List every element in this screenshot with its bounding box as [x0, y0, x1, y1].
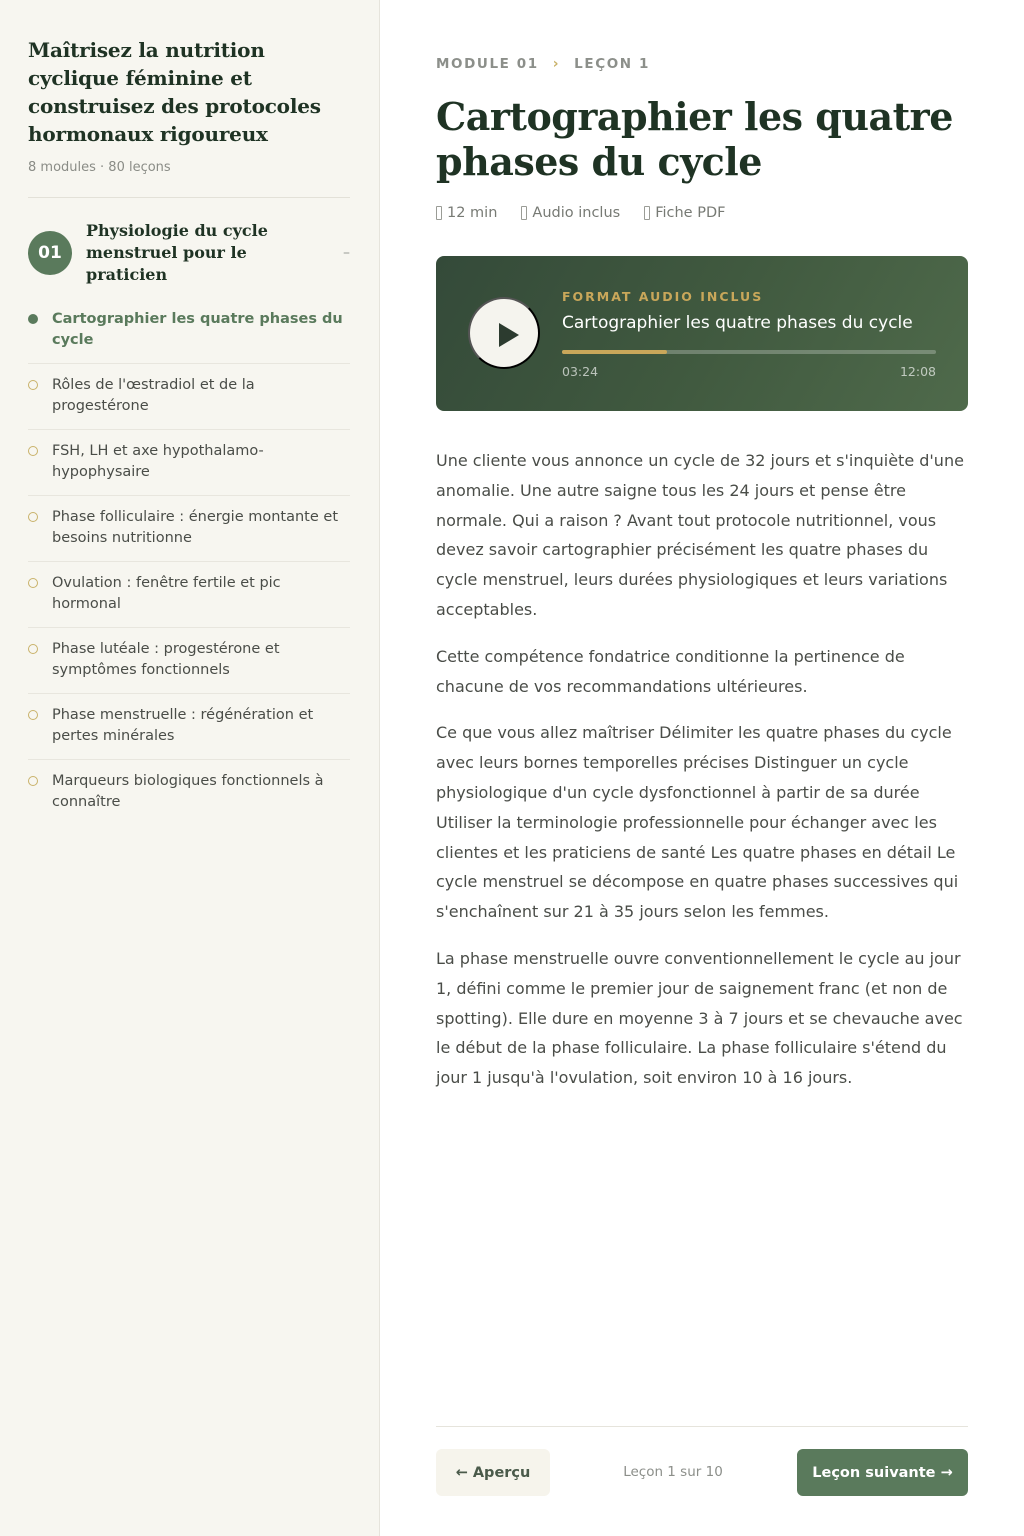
lesson-content: [436, 0, 968, 1536]
lesson-item-label: Phase lutéale : progestérone et symptômes fonctionnels: [52, 641, 280, 678]
lesson-item[interactable]: [28, 430, 350, 496]
play-button[interactable]: [468, 297, 540, 369]
audio-included-text: Audio inclus: [532, 205, 621, 221]
lesson-circle-icon: [28, 710, 38, 720]
module-title: Physiologie du cycle menstruel pour le praticien: [86, 221, 268, 284]
breadcrumb: [436, 56, 650, 72]
lesson-item[interactable]: [28, 364, 350, 430]
lesson-item-label: Rôles de l'œstradiol et de la progestérone: [52, 377, 255, 414]
course-sidebar: [0, 0, 380, 1536]
audio-progress-fill: [562, 350, 667, 354]
next-lesson-button[interactable]: Leçon suivante →: [797, 1449, 968, 1496]
lesson-item[interactable]: [28, 760, 350, 825]
lesson-item[interactable]: [28, 694, 350, 760]
lesson-meta: [436, 205, 749, 221]
audio-format-label: FORMAT AUDIO INCLUS: [562, 289, 764, 304]
document-icon: [644, 206, 650, 220]
audio-current-time: 03:24: [562, 364, 599, 379]
lesson-circle-icon: [28, 512, 38, 522]
lesson-item-label: FSH, LH et axe hypothalamo-hypophysaire: [52, 443, 264, 480]
lesson-item[interactable]: [28, 628, 350, 694]
audio-total-time: 12:08: [899, 364, 936, 379]
footer-divider: [436, 1426, 968, 1427]
page-title: Cartographier les quatre phases du cycle: [436, 94, 953, 184]
lesson-list: [28, 298, 350, 825]
lesson-body: [436, 446, 968, 1110]
lesson-page-indicator: Leçon 1 sur 10: [623, 1464, 723, 1480]
audio-progress-track[interactable]: [562, 350, 936, 354]
previous-button[interactable]: ← Aperçu: [436, 1449, 550, 1496]
chevron-right-icon: ›: [552, 56, 561, 72]
body-paragraph: Ce que vous allez maîtriser Délimiter les quatre phases du cycle avec leurs bornes temporelles précises Distinguer un cycle physiologique d'un cycle dysfonctionnel à partir de sa durée Utiliser la terminologie professionnelle pour échanger avec les clientes et les praticiens de santé Les quatre phases en détail Le cycle menstruel se décompose en quatre phases successives qui s'enchaînent sur 21 à 35 jours selon les femmes.: [436, 723, 959, 922]
lesson-circle-icon: [28, 644, 38, 654]
lesson-item[interactable]: [28, 562, 350, 628]
headphones-icon: [521, 206, 527, 220]
pdf-text: Fiche PDF: [655, 205, 726, 221]
duration-meta: [436, 205, 497, 221]
lesson-item-label: Cartographier les quatre phases du cycle: [52, 311, 343, 348]
lesson-item-label: Phase folliculaire : énergie montante et besoins nutritionne: [52, 509, 339, 546]
lesson-item-label: Ovulation : fenêtre fertile et pic hormonal: [52, 575, 281, 612]
audio-title: Cartographier les quatre phases du cycle: [562, 313, 913, 333]
module-header[interactable]: [28, 220, 350, 286]
collapse-icon[interactable]: –: [343, 245, 350, 261]
breadcrumb-module[interactable]: MODULE 01: [436, 56, 539, 72]
lesson-item-active[interactable]: [28, 298, 350, 364]
lesson-circle-icon: [28, 446, 38, 456]
current-lesson-dot-icon: [28, 314, 38, 324]
audio-player: [436, 256, 968, 411]
lesson-item[interactable]: [28, 496, 350, 562]
duration-text: 12 min: [447, 205, 498, 221]
body-paragraph: Une cliente vous annonce un cycle de 32 jours et s'inquiète d'une anomalie. Une autre saigne tous les 24 jours et pense être normale. Qui a raison ? Avant tout protocole nutritionnel, vous devez savoir cartographier précisément les quatre phases du cycle menstruel, leurs durées physiologiques et leurs variations acceptables.: [436, 451, 964, 619]
audio-meta: [521, 205, 620, 221]
lesson-item-label: Marqueurs biologiques fonctionnels à connaître: [52, 773, 324, 810]
pdf-meta[interactable]: [644, 205, 725, 221]
lesson-circle-icon: [28, 380, 38, 390]
lesson-circle-icon: [28, 578, 38, 588]
body-paragraph: Cette compétence fondatrice conditionne la pertinence de chacune de vos recommandations ultérieures.: [436, 646, 905, 696]
lesson-circle-icon: [28, 776, 38, 786]
module-number-badge: 01: [28, 231, 72, 275]
course-meta: 8 modules · 80 leçons: [28, 160, 171, 175]
sidebar-divider: [28, 197, 350, 198]
lesson-item-label: Phase menstruelle : régénération et pertes minérales: [52, 707, 314, 744]
course-title: Maîtrisez la nutrition cyclique féminine et construisez des protocoles hormonaux rigoureux: [28, 38, 321, 146]
clock-icon: [436, 206, 442, 220]
body-paragraph: La phase menstruelle ouvre conventionnellement le cycle au jour 1, défini comme le premier jour de saignement franc (et non de spotting). Elle dure en moyenne 3 à 7 jours et se chevauche avec le début de la phase folliculaire. La phase folliculaire s'étend du jour 1 jusqu'à l'ovulation, soit environ 10 à 16 jours.: [436, 948, 963, 1088]
breadcrumb-lesson: LEÇON 1: [574, 56, 650, 72]
